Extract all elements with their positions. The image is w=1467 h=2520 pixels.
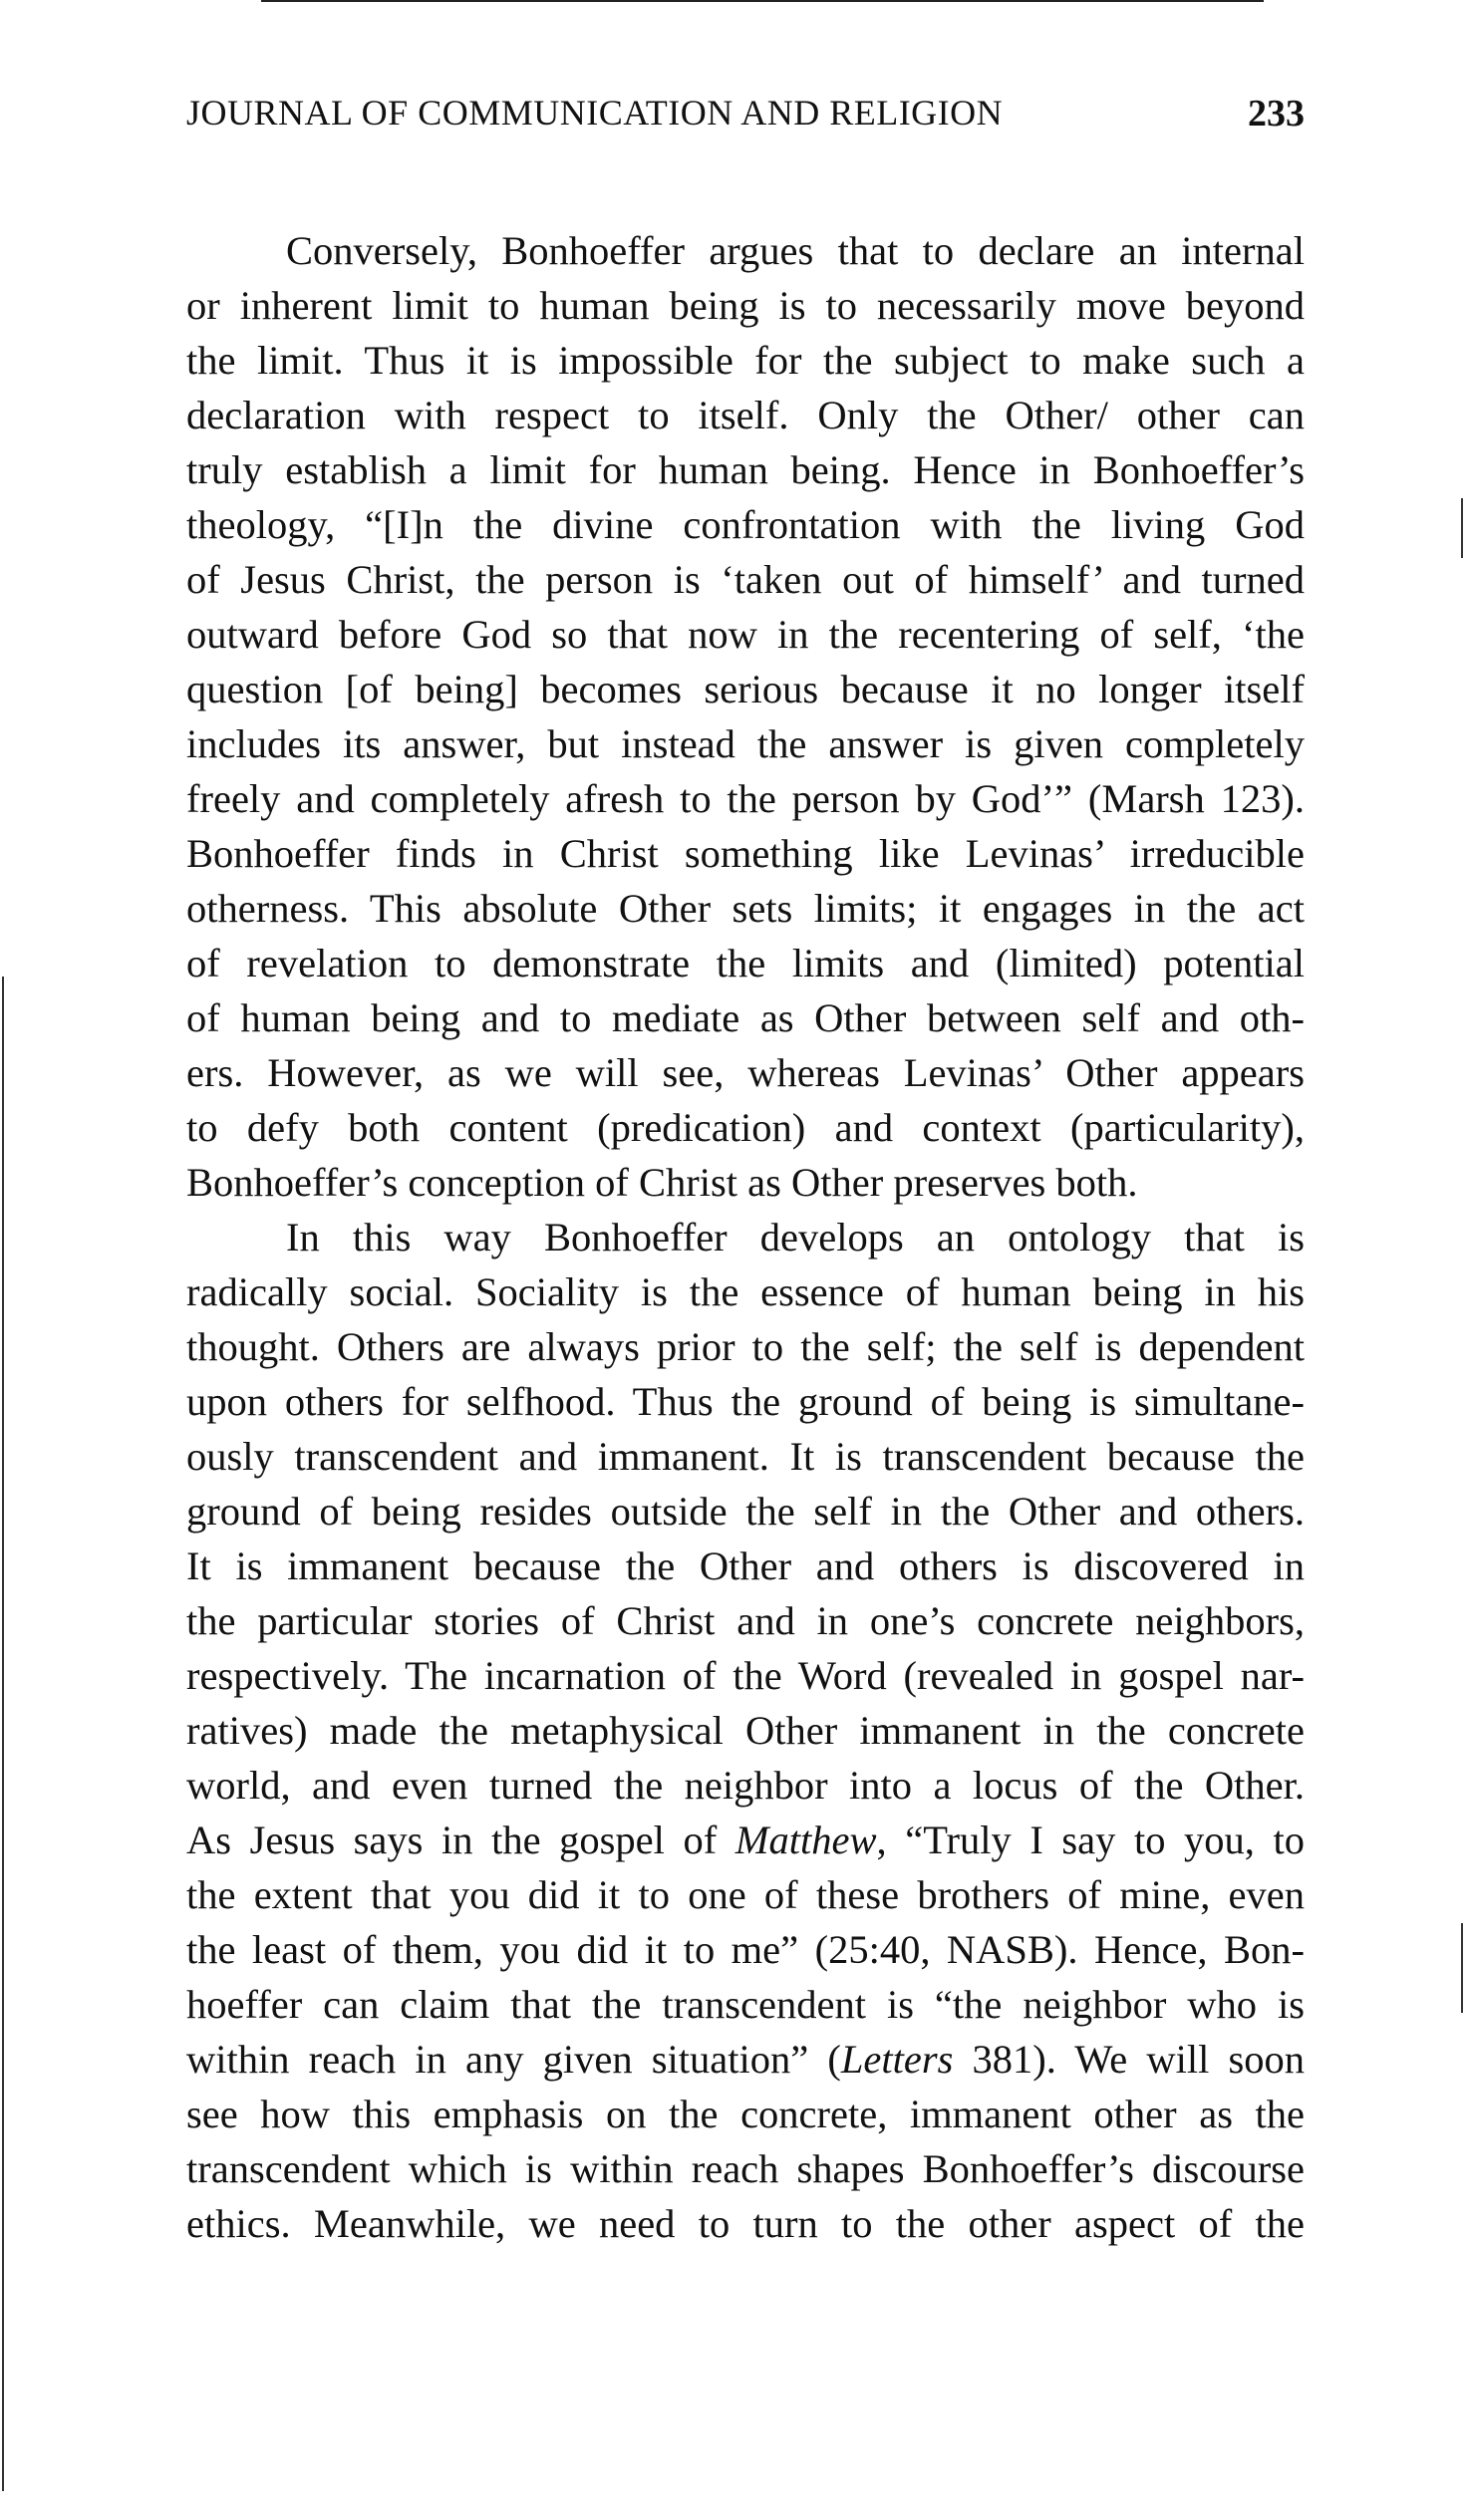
text-segment: of revelation to demonstrate the limits and (limited) potential bbox=[186, 941, 1305, 985]
text-line bbox=[186, 1648, 1305, 1703]
text-line bbox=[186, 1867, 1305, 1922]
text-line bbox=[186, 1155, 1305, 1210]
text-line bbox=[186, 1429, 1305, 1484]
text-line bbox=[186, 278, 1305, 333]
running-header bbox=[186, 92, 1305, 141]
text-line bbox=[186, 1374, 1305, 1429]
text-segment: within reach in any given situation” ( bbox=[186, 2037, 841, 2082]
text-segment: truly establish a limit for human being. Hence in Bonhoeffer’s bbox=[186, 447, 1305, 492]
text-segment: the limit. Thus it is impossible for the subject to make such a bbox=[186, 338, 1305, 383]
text-segment: Bonhoeffer’s conception of Christ as Other preserves both. bbox=[186, 1160, 1138, 1205]
text-line bbox=[186, 1045, 1305, 1100]
text-segment: ground of being resides outside the self in the Other and others. bbox=[186, 1489, 1305, 1534]
text-segment: ratives) made the metaphysical Other immanent in the concrete bbox=[186, 1708, 1305, 1753]
text-line bbox=[186, 716, 1305, 771]
text-segment: outward before God so that now in the recentering of self, ‘the bbox=[186, 612, 1305, 657]
text-segment: declaration with respect to itself. Only the Other/ other can bbox=[186, 393, 1305, 437]
text-line bbox=[186, 826, 1305, 881]
text-line bbox=[186, 662, 1305, 716]
text-line bbox=[186, 2196, 1305, 2251]
text-line bbox=[186, 2032, 1305, 2087]
left-edge-mark bbox=[2, 977, 4, 2491]
text-line bbox=[186, 497, 1305, 552]
text-line bbox=[186, 936, 1305, 990]
text-segment: ethics. Meanwhile, we need to turn to the other aspect of the bbox=[186, 2201, 1305, 2246]
text-segment: hoeffer can claim that the transcendent is “the neighbor who is bbox=[186, 1982, 1305, 2027]
italic-title: Matthew bbox=[734, 1818, 877, 1862]
text-segment: transcendent which is within reach shapes Bonhoeffer’s discourse bbox=[186, 2146, 1305, 2191]
journal-title: JOURNAL OF COMMUNICATION AND RELIGION bbox=[186, 93, 1004, 133]
right-edge-mark bbox=[1461, 1923, 1463, 2013]
text-segment: of Jesus Christ, the person is ‘taken out of himself’ and turned bbox=[186, 557, 1305, 602]
text-segment: upon others for selfhood. Thus the ground of being is simultane- bbox=[186, 1379, 1305, 1424]
text-segment: freely and completely afresh to the person by God’” (Marsh 123). bbox=[186, 776, 1305, 821]
italic-title: Letters bbox=[840, 2037, 954, 2082]
text-line bbox=[186, 388, 1305, 442]
text-line bbox=[186, 1210, 1305, 1264]
text-segment: the least of them, you did it to me” (25:40, NASB). Hence, Bon- bbox=[186, 1927, 1305, 1972]
text-line bbox=[186, 1922, 1305, 1977]
text-segment: includes its answer, but instead the answer is given completely bbox=[186, 721, 1305, 766]
text-line bbox=[186, 1813, 1305, 1867]
text-segment: world, and even turned the neighbor into a locus of the Other. bbox=[186, 1763, 1305, 1808]
right-edge-mark bbox=[1461, 498, 1463, 558]
text-line bbox=[186, 223, 1305, 278]
text-segment: Conversely, Bonhoeffer argues that to declare an internal bbox=[286, 228, 1305, 273]
text-segment: As Jesus says in the gospel of bbox=[186, 1818, 735, 1862]
text-segment: Bonhoeffer finds in Christ something like Levinas’ irreducible bbox=[186, 831, 1305, 876]
text-segment: respectively. The incarnation of the Word (revealed in gospel nar- bbox=[186, 1653, 1305, 1698]
text-segment: , “Truly I say to you, to bbox=[876, 1818, 1305, 1862]
text-line bbox=[186, 607, 1305, 662]
text-segment: ously transcendent and immanent. It is transcendent because the bbox=[186, 1434, 1305, 1479]
text-line bbox=[186, 1758, 1305, 1813]
text-segment: the particular stories of Christ and in one’s concrete neighbors, bbox=[186, 1598, 1305, 1643]
text-line bbox=[186, 1484, 1305, 1539]
text-segment: or inherent limit to human being is to necessarily move beyond bbox=[186, 283, 1305, 328]
text-line bbox=[186, 552, 1305, 607]
text-line bbox=[186, 1593, 1305, 1648]
top-rule bbox=[261, 0, 1264, 2]
text-segment: of human being and to mediate as Other between self and oth- bbox=[186, 995, 1305, 1040]
text-segment: radically social. Sociality is the essence of human being in his bbox=[186, 1269, 1305, 1314]
text-line bbox=[186, 990, 1305, 1045]
text-line bbox=[186, 333, 1305, 388]
text-segment: see how this emphasis on the concrete, immanent other as the bbox=[186, 2092, 1305, 2136]
text-line bbox=[186, 771, 1305, 826]
text-line bbox=[186, 442, 1305, 497]
text-line bbox=[186, 1703, 1305, 1758]
text-segment: 381). We will soon bbox=[953, 2037, 1305, 2082]
text-line bbox=[186, 1264, 1305, 1319]
text-segment: the extent that you did it to one of these brothers of mine, even bbox=[186, 1872, 1305, 1917]
text-line bbox=[186, 1319, 1305, 1374]
text-segment: It is immanent because the Other and others is discovered in bbox=[186, 1543, 1305, 1588]
text-segment: theology, “[I]n the divine confrontation with the living God bbox=[186, 502, 1305, 547]
text-line bbox=[186, 881, 1305, 936]
text-segment: to defy both content (predication) and context (particularity), bbox=[186, 1105, 1305, 1150]
text-segment: ers. However, as we will see, whereas Levinas’ Other appears bbox=[186, 1050, 1305, 1095]
text-line bbox=[186, 2141, 1305, 2196]
page-number: 233 bbox=[1248, 93, 1305, 135]
text-segment: question [of being] becomes serious because it no longer itself bbox=[186, 667, 1305, 711]
article-body bbox=[186, 223, 1305, 2251]
text-line bbox=[186, 1977, 1305, 2032]
text-line bbox=[186, 1539, 1305, 1593]
text-segment: In this way Bonhoeffer develops an ontology that is bbox=[286, 1215, 1305, 1260]
text-line bbox=[186, 2087, 1305, 2141]
text-segment: otherness. This absolute Other sets limits; it engages in the act bbox=[186, 886, 1305, 931]
text-line bbox=[186, 1100, 1305, 1155]
text-segment: thought. Others are always prior to the self; the self is dependent bbox=[186, 1324, 1305, 1369]
